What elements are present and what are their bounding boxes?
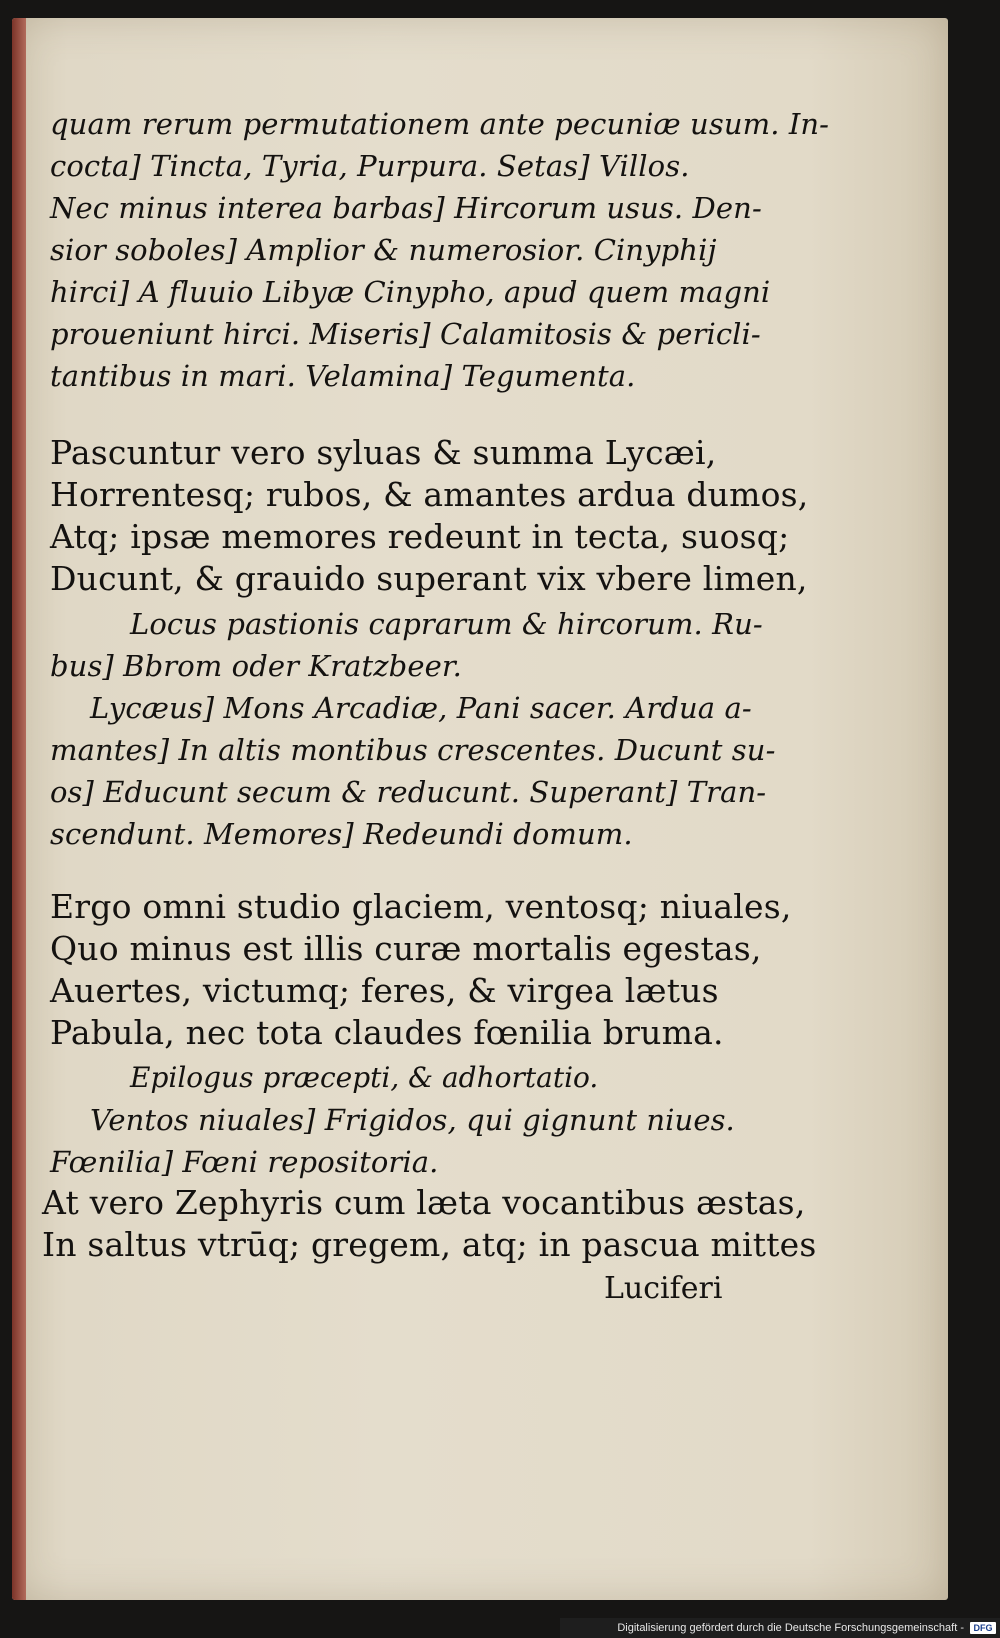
credit-text: Digitalisierung gefördert durch die Deutsche Forschungsgemeinschaft - xyxy=(617,1622,964,1634)
marginal-heading: Epilogus præcepti, & adhortatio. xyxy=(130,1061,599,1094)
text-line: hirci] A fluuio Libyæ Cinypho, apud quem magni xyxy=(50,275,771,309)
verse-line: Auertes, victumq; feres, & virgea lætus xyxy=(50,971,719,1010)
marginal-note: Locus pastionis caprarum & hircorum. Ru- xyxy=(130,607,763,641)
verse-line: At vero Zephyris cum læta vocantibus æstas, xyxy=(42,1183,806,1222)
text-line: Nec minus interea barbas] Hircorum usus. Den- xyxy=(50,191,762,225)
text-line: quam rerum permutationem ante pecuniæ usum. In- xyxy=(50,107,830,141)
verse-line: Horrentesq; rubos, & amantes ardua dumos, xyxy=(50,475,809,514)
text-line: sior soboles] Amplior & numerosior. Cinyphij xyxy=(50,233,717,267)
text-line: tantibus in mari. Velamina] Tegumenta. xyxy=(50,359,636,393)
text-line: os] Educunt secum & reducunt. Superant] Tran- xyxy=(50,775,767,809)
dfg-logo: DFG xyxy=(970,1622,996,1634)
text-line: Lycæus] Mons Arcadiæ, Pani sacer. Ardua a- xyxy=(90,691,752,725)
verse-line: Pabula, nec tota claudes fœnilia bruma. xyxy=(50,1013,724,1052)
text-line: Ventos niuales] Frigidos, qui gignunt niues. xyxy=(90,1103,735,1137)
text-line: scendunt. Memores] Redeundi domum. xyxy=(50,817,633,851)
text-line: bus] Bbrom oder Kratzbeer. xyxy=(50,649,462,683)
page-binding-edge xyxy=(12,18,26,1600)
verse-line: Ducunt, & grauido superant vix vbere limen, xyxy=(50,559,808,598)
text-line: cocta] Tincta, Tyria, Purpura. Setas] Villos. xyxy=(50,149,690,183)
verse-line: Atq; ipsæ memores redeunt in tecta, suosq; xyxy=(50,517,790,556)
text-line: Fœnilia] Fœni repositoria. xyxy=(50,1145,439,1179)
text-line: proueniunt hirci. Miseris] Calamitosis & pericli- xyxy=(50,317,761,351)
digitization-credit xyxy=(560,1618,1000,1638)
text-line: mantes] In altis montibus crescentes. Ducunt su- xyxy=(50,733,776,767)
verse-line: Pascuntur vero syluas & summa Lycæi, xyxy=(50,433,717,472)
catchword: Luciferi xyxy=(604,1271,723,1306)
verse-line: Ergo omni studio glaciem, ventosq; niuales, xyxy=(50,887,792,926)
book-page xyxy=(12,18,948,1600)
verse-line: Quo minus est illis curæ mortalis egestas, xyxy=(50,929,762,968)
verse-line: In saltus vtrūq; gregem, atq; in pascua mittes xyxy=(42,1225,817,1264)
